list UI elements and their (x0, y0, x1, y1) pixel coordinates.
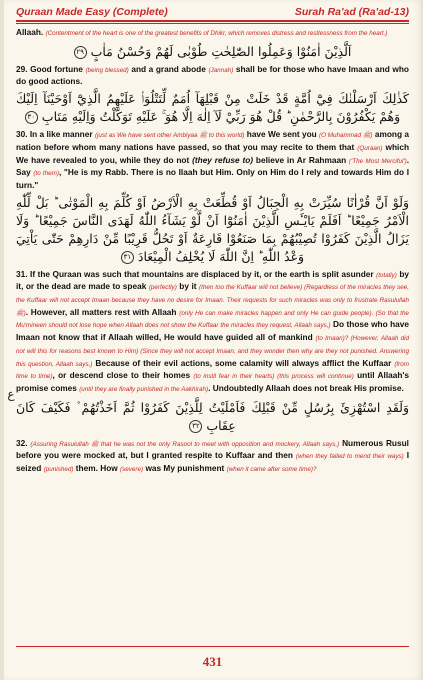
commentary-note: (O Muhammad ﷺ) (319, 132, 373, 140)
verse-number-marker: ٣١ (121, 251, 134, 264)
commentary-note: (only He can make miracles happen and only He can guide people). (So that the Mu'mineen should not lose hope when Allaah does not show the Kuffaar the miracles they request, Allaah says,) (16, 309, 410, 330)
commentary-note: (just as We have sent other Ambiyaa ﷺ to this world) (94, 132, 245, 140)
arabic-verse-30 (16, 90, 409, 126)
paragraph-continuation (16, 27, 409, 40)
commentary-note: (severe) (120, 466, 144, 474)
bold-text: which We have revealed to you, while they do not (16, 141, 410, 165)
commentary-note: (then too the Kuffaar will not believe) (Regardless of the miracles they see, the Kuffaar will not accept Imaan because they have no desire for Imaan. Their requests for such miracles was only to frustrate Rasulullah ﷺ) (16, 284, 409, 317)
page (4, 0, 421, 680)
commentary-note: (totally) (376, 271, 397, 279)
bold-text: . However, all matters rest with Allaah (25, 306, 177, 317)
bold-text: I seized (16, 450, 409, 474)
book-title: Quraan Made Easy (Complete) (16, 5, 168, 18)
bold-text: 30. In a like manner (16, 129, 93, 140)
bold-text: Do those who have Imaan not know that if Allaah willed, He would have guided all of mankind (16, 319, 410, 343)
commentary-note: (being blessed) (85, 66, 129, 74)
commentary-note: (Quraan) (357, 144, 383, 152)
bold-text: Because of their evil actions, some calamity will always afflict the Kuffaar (95, 357, 392, 368)
page-number: 431 (202, 654, 223, 669)
header-rule-thin (16, 23, 409, 24)
arabic-text: كَذٰلِكَ اَرْسَلْنٰكَ فِيْٓ اُمَّةٍ قَدْ خَلَتْ مِنْ قَبْلِهَآ اُمَمٌ لِّتَتْلُوَا۟ عَلَيْهِمُ الَّذِيْٓ اَوْحَيْنَآ اِلَيْكَ وَهُمْ يَكْفُرُوْنَ بِالرَّحْمٰنِ ؕ قُلْ هُوَ رَبِّيْ لَآ اِلٰهَ اِلَّا هُوَ ۚ عَلَيْهِ تَوَكَّلْتُ وَاِلَيْهِ مَتَابِ (16, 91, 409, 125)
bold-text: among a nation before whom many nations have passed, so that you may recite to them that (16, 129, 409, 152)
commentary-note: (to instil fear in their hearts) (this process will continue) (193, 373, 354, 381)
bold-text: . Undoubtedly Allaah does not break His promise. (208, 382, 404, 393)
bold-text: by it (179, 281, 197, 292)
commentary-note: (from time to time) (16, 360, 410, 381)
commentary-note: (until they are finally punished in the Aakhirah) (79, 385, 209, 393)
bold-text: , "He is my Rabb. There is no Ilaah but Him. Only on Him do I rely and towards Him do I turn." (16, 167, 409, 190)
commentary-note: (Contentment of the heart is one of the greatest benefits of Dhikr, which removes distress and restlessness from the heart.) (45, 30, 388, 37)
bold-text: shall be for those who have Imaan and who do good actions. (16, 63, 409, 87)
arabic-text: وَلَوْ اَنَّ قُرْاٰنًا سُيِّرَتْ بِهِ الْجِبَالُ اَوْ قُطِّعَتْ بِهِ الْاَرْضُ اَوْ كُلِّمَ بِهِ الْمَوْتٰى ؕ بَلْ لِّلّٰهِ الْاَمْرُ جَمِيْعًا ؕ اَفَلَمْ يَايْـَٔسِ الَّذِيْنَ اٰمَنُوْٓا اَنْ لَّوْ يَشَآءُ اللّٰهُ لَهَدَى النَّاسَ جَمِيْعًا ؕ وَلَا يَزَالُ الَّذِيْنَ كَفَرُوْا تُصِيْبُهُمْ بِمَا صَنَعُوْا قَارِعَةٌ اَوْ تَحُلُّ قَرِيْبًا مِّنْ دَارِهِمْ حَتّٰى يَاْتِيَ وَعْدُ اللّٰهِ ؕ اِنَّ اللّٰهَ لَا يُخْلِفُ الْمِيْعَادَ (16, 194, 409, 264)
page-content (16, 27, 409, 637)
commentary-note: (when they failed to mend their ways) (295, 453, 404, 461)
commentary-note: (to them) (33, 170, 59, 178)
translation-32 (16, 438, 409, 476)
commentary-note: (punished) (43, 466, 74, 474)
arabic-text: اَلَّذِيْنَ اٰمَنُوْا وَعَمِلُوا الصّٰلِحٰتِ طُوْبٰى لَهُمْ وَحُسْنُ مَاٰبٍ (90, 43, 352, 59)
bold-text: (they refuse to) (192, 154, 254, 165)
running-header (16, 4, 409, 19)
bold-text: them. How (75, 463, 118, 474)
arabic-verse-31 (16, 194, 409, 266)
verse-number-marker: ٢٩ (74, 46, 87, 59)
bold-text: 29. Good fortune (16, 63, 83, 74)
arabic-verse-32 (16, 399, 409, 435)
rukuh-marker: ع (7, 387, 15, 401)
bold-text: believe in Ar Rahmaan (255, 154, 347, 165)
bold-text: Numerous Rusul before you were mocked at, but I granted respite to Kuffaar and then (16, 437, 409, 461)
bold-text: , or descend close to their homes (52, 370, 191, 381)
bold-text: and a grand abode (131, 63, 206, 74)
bold-text: by it, or the dead are made to speak (16, 268, 409, 292)
translation-29 (16, 64, 409, 87)
translation-30 (16, 129, 409, 191)
bold-text: was My punishment (145, 463, 225, 474)
arabic-text: وَلَقَدِ اسْتُهْزِئَ بِرُسُلٍ مِّنْ قَبْلِكَ فَاَمْلَيْتُ لِلَّذِيْنَ كَفَرُوْا ثُمَّ اَخَذْتُهُمْ ۫ فَكَيْفَ كَانَ عِقَابِ (16, 399, 409, 433)
commentary-note: ('The Most Merciful') (349, 157, 407, 165)
bold-text: have We sent you (246, 129, 317, 140)
bold-text: until Allaah's promise comes (16, 370, 410, 393)
commentary-note: (when it came after some time)? (226, 466, 317, 474)
commentary-note: (Assuring Rasulullah ﷺ that he was not the only Rasool to meet with opposition and mockery, Allaah says,) (30, 440, 340, 448)
commentary-note: (perfectly) (148, 284, 177, 292)
translation-31 (16, 269, 409, 396)
surah-title: Surah Ra'ad (Ra'ad-13) (294, 5, 409, 18)
header-rule (16, 20, 409, 22)
bold-text: . Say (16, 154, 410, 178)
commentary-note: (Jannah) (208, 66, 234, 74)
bold-text: 32. (16, 437, 28, 448)
bold-text: Allaah. (16, 27, 44, 37)
verse-number-marker: ٣٠ (25, 111, 38, 124)
footer-rule (16, 646, 409, 647)
bold-text: 31. If the Quraan was such that mountains are displaced by it, or the earth is split asunder (16, 268, 374, 279)
commentary-note: (to Imaan)? (However, Allaah did not will this for reasons best known to Him) (Since they will not accept Imaan, and they wonder then why are they not punished. Answering this question, Allaah says,) (16, 335, 409, 368)
verse-number-marker: ٣٢ (189, 420, 202, 433)
arabic-verse-29 (16, 43, 409, 61)
